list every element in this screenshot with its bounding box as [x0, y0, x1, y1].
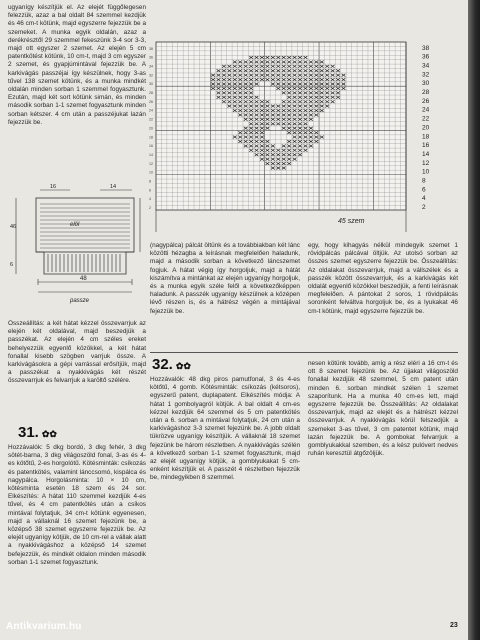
schematic-label-yoke: passze [70, 298, 90, 304]
pattern-32-continuation-text: nesen kötünk tovább, amíg a rész eléri a 16 cm-t és ott 8 szemet fejezünk be. Az újjakat világoszöld fonallal kezdjük 48 szemmel, 5 cm patent után minden 6. sorban mindkét szélen 1 szemet szaporítunk. Ha a munka 40 cm-es lett, majd egyszerre fejezzük be. Összeállítás: Az oldalakat összevarrjuk, majd az elejét és a hátrészt kézzel összevarrjuk. A nyakkivágás körül felszedjük a szemeket 3-as tűvel, 3 cm patentet kötünk, majd lazán fejezzük be. A gombokat felvarrjuk a gomblyukakkal szemben, és a kész pulóvert nedves ruhán keresztül átgőzöljük. [308, 360, 458, 458]
knitting-chart [148, 40, 466, 236]
chart-row-label: 12 [422, 159, 430, 167]
schematic-label-front: elöl [70, 222, 80, 228]
schematic-measure-width: 48 [80, 276, 87, 282]
chart-row-label: 10 [422, 168, 430, 176]
chart-row-label-left: 10 [149, 170, 153, 175]
chart-row-label: 24 [422, 106, 430, 114]
pattern-32-number: 32. ✿✿ [152, 356, 191, 373]
chart-row-label-left: 4 [149, 197, 151, 202]
chart-row-label-left: 22 [149, 117, 153, 122]
site-watermark: Antikvarium.hu [6, 621, 82, 632]
chart-row-label: 32 [422, 71, 430, 79]
chart-row-label: 22 [422, 115, 430, 123]
chart-row-label-left: 34 [149, 64, 153, 69]
chart-row-label-left: 12 [149, 161, 153, 166]
knitting-symbol-icon: ✿✿ [175, 361, 191, 371]
chart-row-label-left: 2 [149, 206, 151, 210]
chart-row-label-left: 36 [149, 55, 153, 60]
pattern-32-instructions: Hozzávalók: 48 dkg piros pamutfonal, 3 és 4-es kötőtű, 4 gomb. Kötésminták: csíkozás (kétsoros), egyszerű patent, duplapatent. Elkészítés módja: A hátat 1 gombolyagról kötjük. A bal oldalt 4 cm-es kézzel kezdjük 64 szemmel és 5 cm patentkötés után a 6. sorban a mintával folytatjuk, 24 cm után a karkivágáshoz 3-3 szemet fejezünk be. A jobb oldalt tükrözve ugyanígy készítjük. A vállaknál 18 szemet fejezünk be három részletben. A nyakkivágás szélén a következő sorban 1-1 szemet fogyasztunk, majd az elejét ugyanígy kötjük, a gomblyukakat 5 cm-enként készítjük el. A passzét 4 részletben fejezzük be, mindegyikben 8 szemmel. [150, 376, 300, 482]
chart-row-label-left: 8 [149, 179, 151, 184]
pattern-30-crochet-text: (nagypálca) pálcát öltünk és a továbbiakban két lánc közötti hézagba a leírásnak megfelelően haladunk, majd a második sorban a következő láncszemet fogjuk. A hátat végig így horgoljuk, majd a hátát kiszámítva a mintánkat az elején ugyanígy horgoljuk, és a munka egyik széle felől a következőképpen haladunk. A passzék ugyanígy készülnek a középen lévő részen is, és a hátrész végén a mintájával fejezzük be. [150, 242, 300, 315]
chart-row-label: 38 [422, 44, 430, 52]
chart-row-label: 20 [422, 124, 430, 132]
chart-row-label: 16 [422, 142, 430, 150]
pattern-30-assembly-text: Összeállítás: a két hátat kézzel összevarrjuk az elején két oldalával, majd beszedjük a passzékat. Az elején 4 cm széles ereket behelyezzük egyenlő közökkel, a két hátat fonallal kisebb szögben varrjuk össze. A karkivágásokra a gépi varrással erősítjük, majd a passzékat a nyakkivágás két részét összevarrjuk és felvarrjuk a karöltő szélére. [8, 320, 146, 385]
pattern-31-number: 31. ✿✿ [18, 424, 57, 441]
chart-row-label-left: 16 [149, 144, 153, 149]
chart-row-label: 6 [422, 186, 426, 194]
schematic-measure-band: 6 [10, 262, 14, 268]
chart-row-label: 2 [422, 204, 426, 211]
chart-row-label-left: 26 [149, 99, 153, 104]
chart-row-label-left: 32 [149, 73, 153, 78]
knitting-symbol-icon: ✿✿ [41, 429, 57, 439]
page-number: 23 [450, 622, 458, 629]
chart-row-label: 14 [422, 150, 430, 158]
chart-row-label: 34 [422, 62, 430, 70]
chart-row-label: 8 [422, 177, 426, 185]
chart-row-label: 36 [422, 53, 430, 61]
chart-row-label-left: 18 [149, 135, 153, 140]
chart-row-label-left: 30 [149, 82, 153, 87]
section-divider [150, 352, 458, 353]
chart-start-note: 45 szem [338, 218, 365, 225]
schematic-measure-shoulder-left: 16 [50, 184, 57, 190]
chart-row-label-left: 28 [149, 91, 153, 96]
pattern-30-continuation-text: ugyanígy készítjük el. Az elejét függőlegesen felezzük, azaz a bal oldalt 84 szemmel kezdjük és 46 cm-t kötünk, majd egyszerre fejezzük be a szemeket. A munka egyik oldalán, azaz a derékrésztől 29 szemmel fekeszünk 3-4 sor 3-3, majd ott egyszer 2 szemet. Az elején 5 cm patentkötést kötünk, 10 cm-t, majd 3 cm egyszer 2 szemet, és gyapjúmintával fejezzük be. A karkivágás passzéjai így készülnek, hogy 3-as tűvel 138 szemet kötünk, és a munka mindkét oldalán minden sorban 1 szemmel fogyasztunk. Ezután, majd két sort kötünk simán, és minden második sorban 1-1 szemet fogyasztunk minden sorban kétszer. 4 cm után a passzéjukat lazán fejezzük be. [8, 4, 146, 126]
chart-row-label-left: 24 [149, 108, 153, 113]
pattern-31-instructions: Hozzávalók: 5 dkg bordó, 3 dkg fehér, 3 dkg sötét-barna, 3 dkg világoszöld fonal, 3-as és 4-es kötőtű, 2-es horgolótű. Kötésminták: csíkozás és patentkötés, valamint lánccsomó, kispálca és nagypálca. Horgolásminta: 10 × 10 cm, kötésminta esetén 18 szem és 24 sor. Elkészítés: A hátat 110 szemmel kezdjük 4-es tűvel, és 4 cm patentkötés után a csíkos mintával folytatjuk, 34 cm-t kötünk egyenesen, majd a vállaknál 16 szemet fejezünk be, a középső 38 szemet egyszerre fejezzük be. Az elejét ugyanígy kötjük, de 10 cm-rel a vállak alatt a nyakkivágáshoz a középső 14 szemet befejezzük, és mindkét oldalon minden második sorban 1-1 szemet fogyasztunk. [8, 444, 146, 566]
chart-row-label: 28 [422, 89, 430, 97]
page-edge-shadow [468, 0, 480, 640]
chart-row-label: 26 [422, 97, 430, 105]
pattern-30-finishing-text: egy, hogy kihagyás nélkül mindegyik szemet 1 rövidpálcás pálcával öltjük. Az utolsó sorban az összes szemet egyszerre fejezzük be. Összeállítás: Az oldalakat összevarrjuk, majd a vállszélek és a passzék között összevarrjuk, és a karkivágás két oldalát egyenlő közökkel beszedjük, a fenti leírásnak megfelelően. A pántokat 2 soros, 1 rövidpálcás soronként felváltva horgoljuk be, és a lyukakat 46 cm-t kötünk, majd egyszerre fejezzük be. [308, 242, 458, 315]
schematic-measure-shoulder-right: 14 [110, 184, 117, 190]
garment-schematic [10, 182, 146, 312]
chart-row-label-left: 14 [149, 152, 153, 157]
chart-row-label: 18 [422, 133, 430, 141]
chart-row-label: 4 [422, 195, 426, 203]
schematic-measure-body-height: 46 [10, 224, 17, 230]
chart-row-label-left: 6 [149, 188, 151, 193]
chart-row-label-left: 20 [149, 126, 153, 131]
chart-row-label: 30 [422, 80, 430, 88]
chart-row-label-left: 38 [149, 46, 153, 51]
